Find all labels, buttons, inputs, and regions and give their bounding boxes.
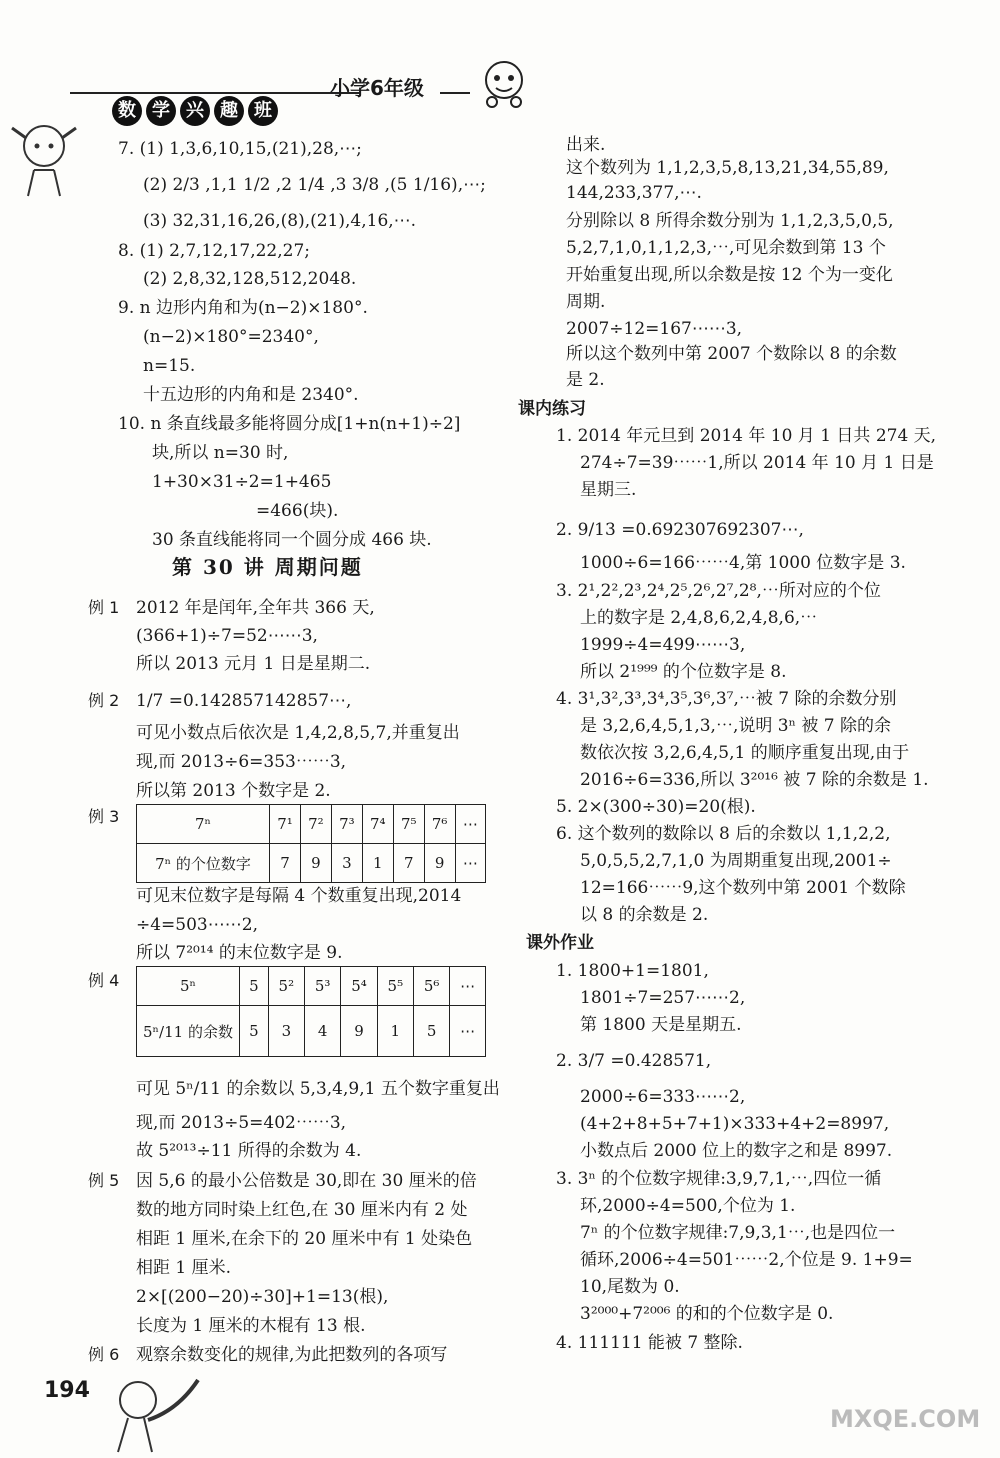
book-title-banner [112,96,312,130]
table-cell: 1 [362,844,393,883]
table-cell: 7 [270,844,301,883]
homework-2-line-4: 小数点后 2000 位上的数字之和是 8997. [580,1141,893,1161]
ex1-line-1: 2012 年是闰年,全年共 366 天, [136,598,375,618]
homework-1-line-1: 1. 1800+1=1801, [556,961,709,981]
ex3-line-1: 可见末位数字是每隔 4 个数重复出现,2014 [136,886,462,906]
header-rule-right [440,92,470,94]
homework-2-line-2: 2000÷6=333⋯⋯2, [580,1087,746,1107]
ex2-line-2: 可见小数点后依次是 1,4,2,8,5,7,并重复出 [136,723,460,743]
table-cell: 5 [240,967,269,1006]
ex3-line-2: ÷4=503⋯⋯2, [136,915,258,935]
table-cell: 7¹ [270,805,301,844]
table-cell: 9 [341,1006,377,1057]
ex6-cont-line-5: 5,2,7,1,0,1,1,2,3,⋯,可见余数到第 13 个 [566,238,886,258]
table-cell: 9 [424,844,455,883]
q9-line-2: (n−2)×180°=2340°, [143,327,319,347]
ex6-cont-line-7: 周期. [566,292,606,312]
homework-3-line-2: 环,2000÷4=500,个位为 1. [580,1196,796,1216]
example-4-label: 例 4 [88,971,120,990]
table-row [137,844,486,883]
table-cell: 5 [413,1006,449,1057]
practice-2-line-1: 2. 9/13 =0.692307692307⋯, [556,520,804,540]
ex6-cont-line-8: 2007÷12=167⋯⋯3, [566,319,743,339]
ex2-line-4: 所以第 2013 个数字是 2. [136,781,331,801]
table-cell: 3 [331,844,362,883]
mascot-face-icon [478,58,534,110]
q10-line-2: 块,所以 n=30 时, [152,443,289,463]
table-cell: 5³ [305,967,341,1006]
ex4-line-3: 故 5²⁰¹³÷11 所得的余数为 4. [136,1141,362,1161]
table-row [137,967,486,1006]
practice-6-line-2: 5,0,5,5,2,7,1,0 为周期重复出现,2001÷ [580,851,892,871]
example-6-label: 例 6 [88,1345,120,1364]
q10-line-1: 10. n 条直线最多能将圆分成[1+n(n+1)÷2] [118,414,461,434]
section-homework: 课外作业 [526,933,594,953]
q9-line-3: n=15. [143,356,196,376]
practice-4-line-4: 2016÷6=336,所以 3²⁰¹⁶ 被 7 除的余数是 1. [580,770,929,790]
ex1-line-3: 所以 2013 元月 1 日是星期二. [136,654,371,674]
ex2-line-3: 现,而 2013÷6=353⋯⋯3, [136,752,347,772]
table-cell: 7 [393,844,424,883]
example-1-label: 例 1 [88,598,120,617]
table-cell: ⋯ [450,967,486,1006]
ex6-cont-line-10: 是 2. [566,370,605,390]
homework-3-line-3: 7ⁿ 的个位数字规律:7,9,3,1⋯,也是四位一 [580,1223,896,1243]
table-cell: 1 [377,1006,413,1057]
title-char: 班 [248,96,278,126]
homework-3-line-6: 3²⁰⁰⁰+7²⁰⁰⁶ 的和的个位数字是 0. [580,1304,834,1324]
practice-1-line-1: 1. 2014 年元旦到 2014 年 10 月 1 日共 274 天, [556,426,937,446]
homework-3-line-5: 10,尾数为 0. [580,1277,680,1297]
ex5-line-3: 相距 1 厘米,在余下的 20 厘米中有 1 处染色 [136,1229,473,1249]
title-char: 学 [146,96,176,126]
practice-6-line-1: 6. 这个数列的数除以 8 后的余数以 1,1,2,2, [556,824,891,844]
table-cell: 7² [300,805,331,844]
page-number: 194 [44,1378,90,1403]
practice-1-line-3: 星期三. [580,480,637,500]
example-4-table [136,966,486,1057]
ex6-line-1: 观察余数变化的规律,为此把数列的各项写 [136,1345,448,1365]
practice-3-line-4: 所以 2¹⁹⁹⁹ 的个位数字是 8. [580,662,787,682]
title-char: 兴 [180,96,210,126]
homework-2-line-3: (4+2+8+5+7+1)×333+4+2=8997, [580,1114,890,1134]
table-cell: 4 [305,1006,341,1057]
lecture-title: 第 30 讲 周期问题 [172,555,363,579]
practice-1-line-2: 274÷7=39⋯⋯1,所以 2014 年 10 月 1 日是 [580,453,934,473]
watermark: MXQE.COM [830,1405,981,1433]
q10-line-5: 30 条直线能将同一个圆分成 466 块. [152,530,432,550]
q8-line-2: (2) 2,8,32,128,512,2048. [143,269,357,289]
practice-3-line-3: 1999÷4=499⋯⋯3, [580,635,746,655]
practice-4-line-1: 4. 3¹,3²,3³,3⁴,3⁵,3⁶,3⁷,⋯被 7 除的余数分别 [556,689,897,709]
title-char: 数 [112,96,142,126]
homework-4-line-1: 4. 111111 能被 7 整除. [556,1333,743,1353]
example-5-label: 例 5 [88,1171,120,1190]
table-cell: 5ⁿ/11 的余数 [137,1006,240,1057]
example-2-label: 例 2 [88,691,120,710]
practice-6-line-3: 12=166⋯⋯9,这个数列中第 2001 个数除 [580,878,906,898]
table-cell: 5⁴ [341,967,377,1006]
practice-4-line-2: 是 3,2,6,4,5,1,3,⋯,说明 3ⁿ 被 7 除的余 [580,716,891,736]
q10-line-3: 1+30×31÷2=1+465 [152,472,332,492]
ex3-line-3: 所以 7²⁰¹⁴ 的末位数字是 9. [136,943,343,963]
practice-5-line-1: 5. 2×(300÷30)=20(根). [556,797,756,817]
table-cell: 3 [268,1006,304,1057]
ex6-cont-line-4: 分别除以 8 所得余数分别为 1,1,2,3,5,0,5, [566,211,894,231]
table-cell: ⋯ [455,805,485,844]
ex2-line-1: 1/7 =0.142857142857⋯, [136,691,352,711]
q9-line-1: 9. n 边形内角和为(n−2)×180°. [118,298,368,318]
ex5-line-4: 相距 1 厘米. [136,1258,232,1278]
example-3-table [136,804,486,883]
table-cell: 5² [268,967,304,1006]
boy-cartoon-icon [98,1370,208,1456]
q7-line-1: 7. (1) 1,3,6,10,15,(21),28,⋯; [118,139,362,159]
table-cell: ⋯ [455,844,485,883]
example-3-label: 例 3 [88,807,120,826]
q7-line-2: (2) 2/3 ,1,1 1/2 ,2 1/4 ,3 3/8 ,(5 1/16),⋯; [143,175,486,195]
table-cell: 7⁵ [393,805,424,844]
table-cell: 7ⁿ [137,805,270,844]
q10-line-4: =466(块). [256,501,339,521]
title-char: 趣 [214,96,244,126]
grade-label: 小学6年级 [330,76,424,100]
table-cell: 5 [240,1006,269,1057]
homework-3-line-1: 3. 3ⁿ 的个位数字规律:3,9,7,1,⋯,四位一循 [556,1169,882,1189]
header-rule [70,92,360,94]
q8-line-1: 8. (1) 2,7,12,17,22,27; [118,241,311,261]
table-cell: 5⁵ [377,967,413,1006]
practice-6-line-4: 以 8 的余数是 2. [580,905,709,925]
table-row [137,1006,486,1057]
table-cell: 7⁴ [362,805,393,844]
q7-line-3: (3) 32,31,16,26,(8),(21),4,16,⋯. [143,211,417,231]
ex5-line-2: 数的地方同时染上红色,在 30 厘米内有 2 处 [136,1200,468,1220]
table-cell: 5ⁿ [137,967,240,1006]
ex6-cont-line-2: 这个数列为 1,1,2,3,5,8,13,21,34,55,89, [566,158,889,178]
girl-cartoon-icon [4,110,84,200]
ex6-cont-line-9: 所以这个数列中第 2007 个数除以 8 的余数 [566,344,897,364]
section-in-class-practice: 课内练习 [518,399,586,419]
practice-4-line-3: 数依次按 3,2,6,4,5,1 的顺序重复出现,由于 [580,743,910,763]
ex5-line-1: 因 5,6 的最小公倍数是 30,即在 30 厘米的倍 [136,1171,477,1191]
ex4-line-1: 可见 5ⁿ/11 的余数以 5,3,4,9,1 五个数字重复出 [136,1079,500,1099]
table-cell: 5⁶ [413,967,449,1006]
q9-line-4: 十五边形的内角和是 2340°. [143,385,359,405]
ex5-line-5: 2×[(200−20)÷30]+1=13(根), [136,1287,389,1307]
homework-3-line-4: 循环,2006÷4=501⋯⋯2,个位是 9. 1+9= [580,1250,913,1270]
table-row [137,805,486,844]
homework-1-line-2: 1801÷7=257⋯⋯2, [580,988,746,1008]
homework-1-line-3: 第 1800 天是星期五. [580,1015,742,1035]
ex1-line-2: (366+1)÷7=52⋯⋯3, [136,626,318,646]
table-cell: 7ⁿ 的个位数字 [137,844,270,883]
homework-2-line-1: 2. 3/7 =0.428571, [556,1051,712,1071]
practice-3-line-1: 3. 2¹,2²,2³,2⁴,2⁵,2⁶,2⁷,2⁸,⋯所对应的个位 [556,581,881,601]
practice-3-line-2: 上的数字是 2,4,8,6,2,4,8,6,⋯ [580,608,818,628]
table-cell: 7³ [331,805,362,844]
practice-2-line-2: 1000÷6=166⋯⋯4,第 1000 位数字是 3. [580,553,906,573]
ex4-line-2: 现,而 2013÷5=402⋯⋯3, [136,1113,347,1133]
ex6-cont-line-1: 出来. [566,135,606,155]
ex6-cont-line-3: 144,233,377,⋯. [566,183,702,203]
ex6-cont-line-6: 开始重复出现,所以余数是按 12 个为一变化 [566,265,893,285]
table-cell: ⋯ [450,1006,486,1057]
ex5-line-6: 长度为 1 厘米的木棍有 13 根. [136,1316,366,1336]
table-cell: 7⁶ [424,805,455,844]
table-cell: 9 [300,844,331,883]
